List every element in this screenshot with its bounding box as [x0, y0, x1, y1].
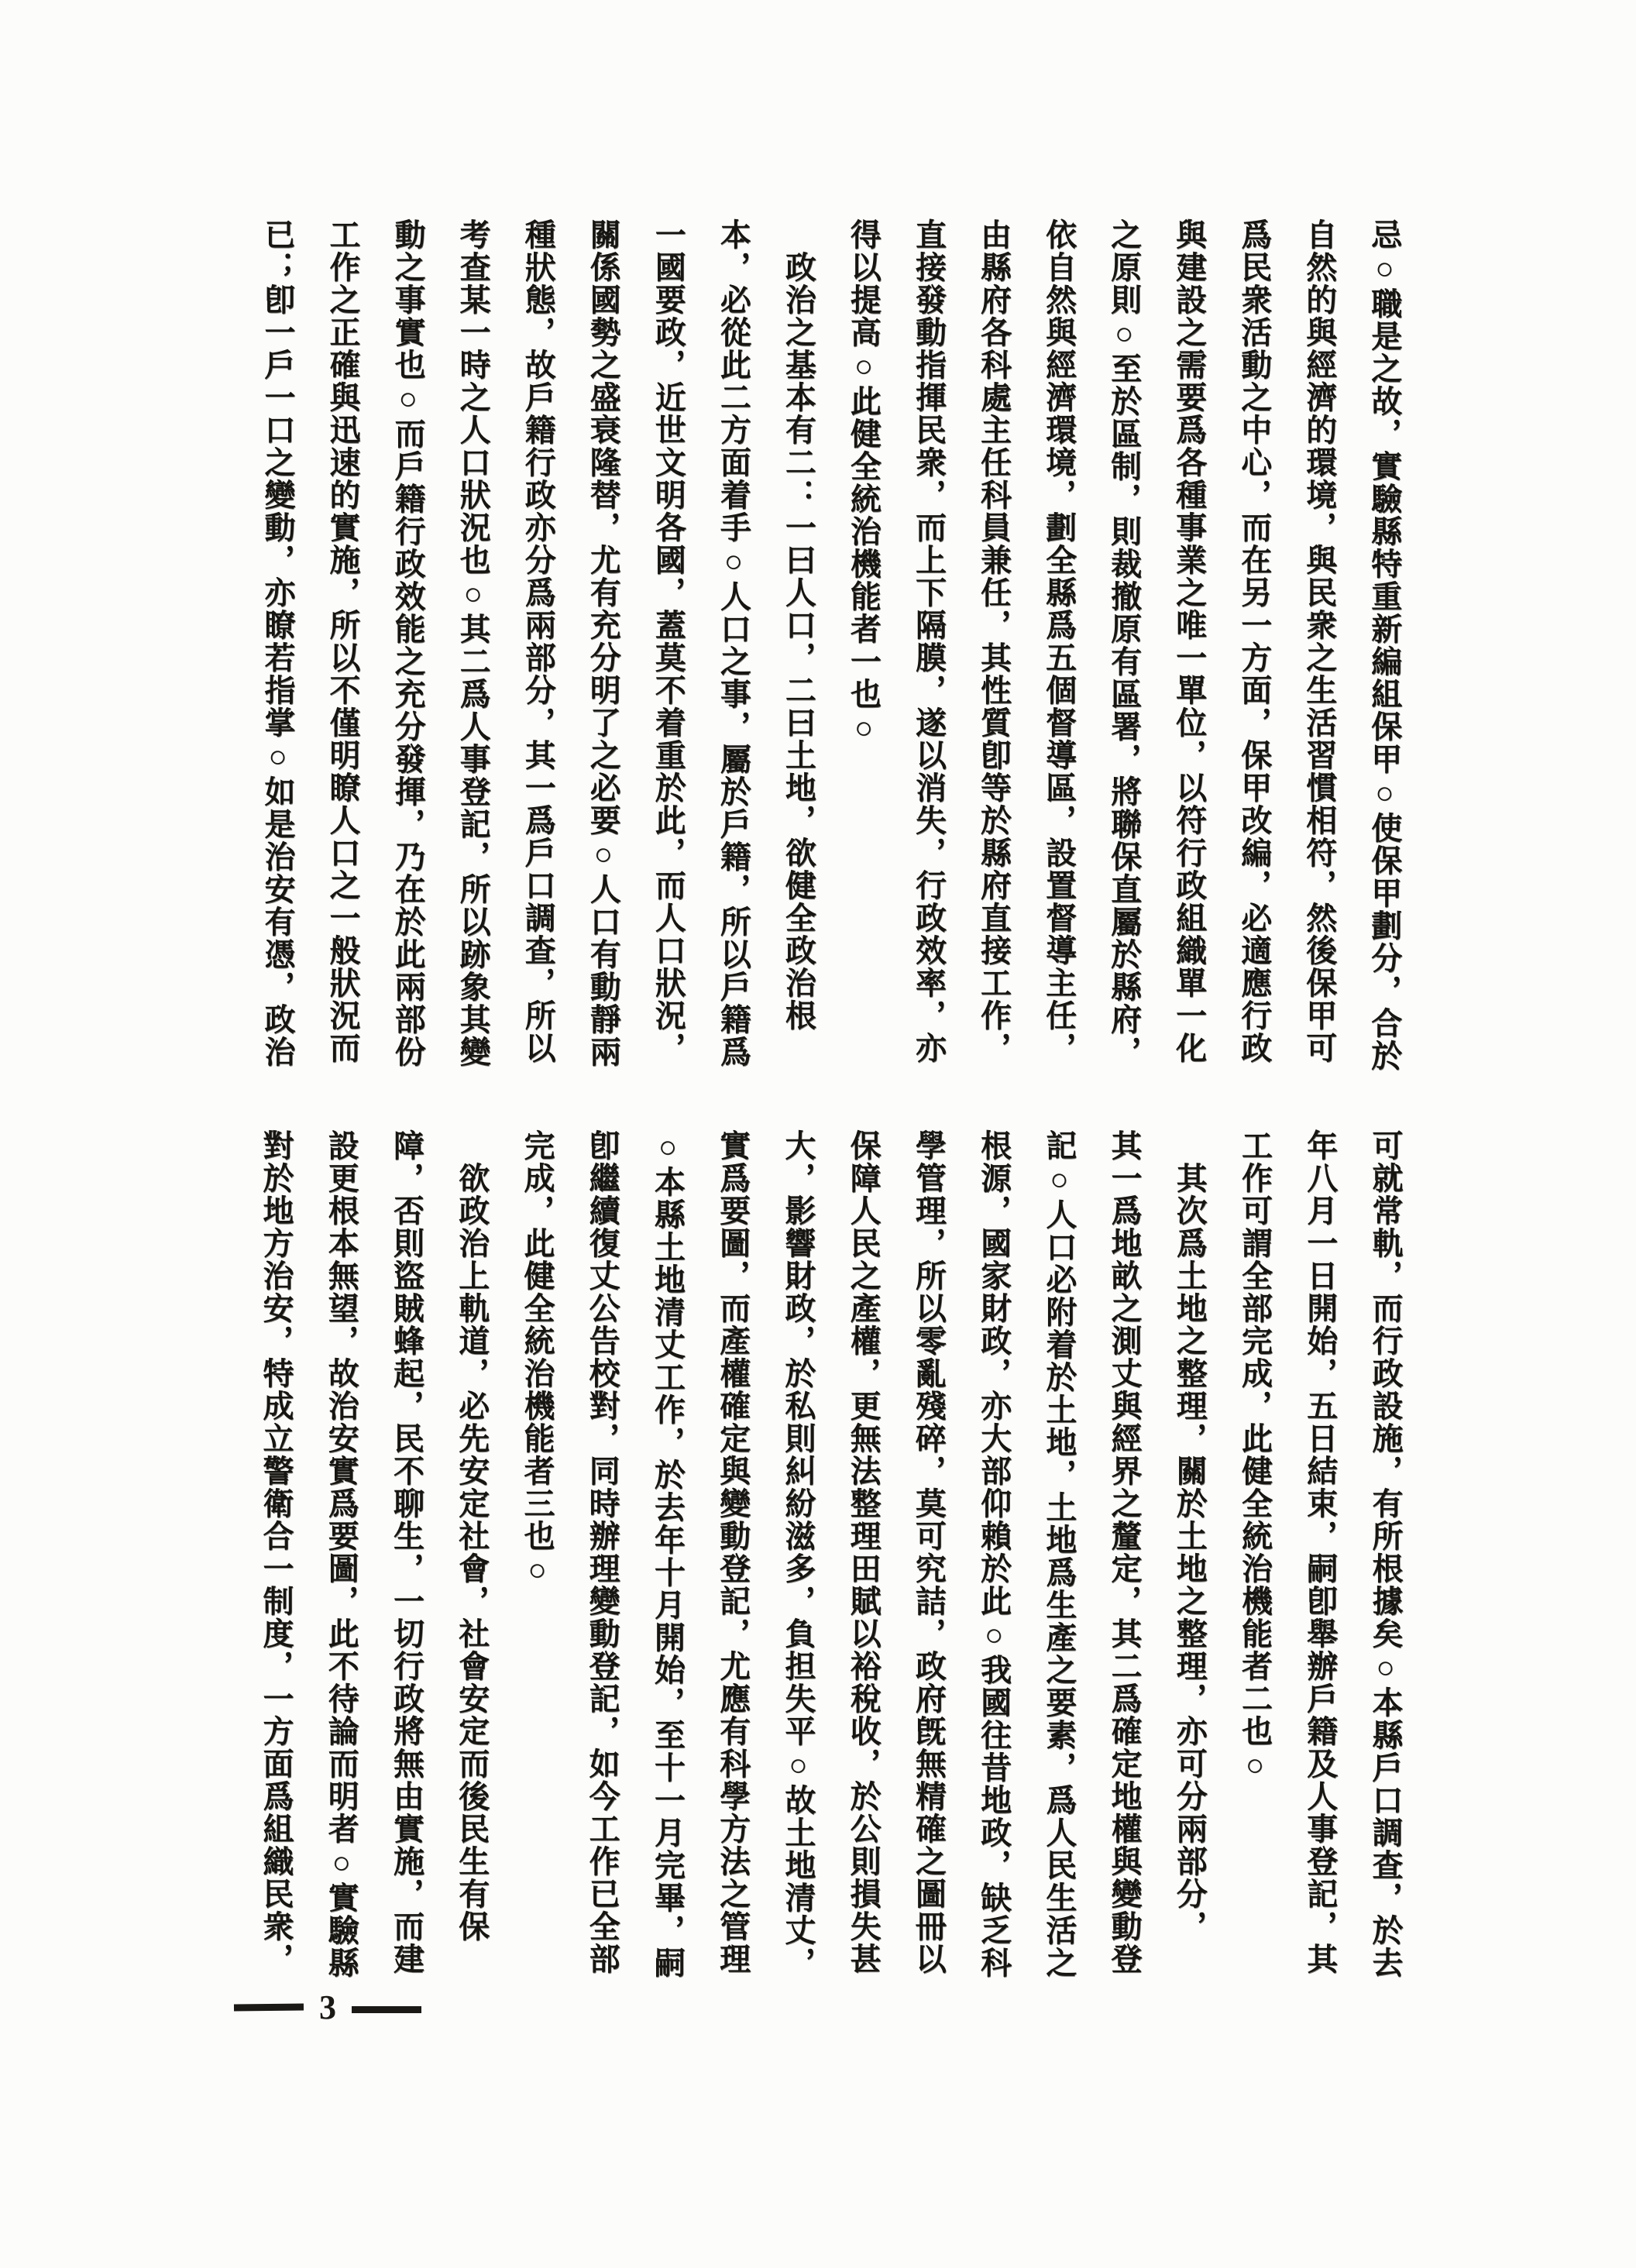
text-column: 已；卽一戶一口之變動，亦瞭若指掌○如是治安有憑，政治 — [260, 218, 295, 1068]
text-column: 卽繼續復丈公告校對，同時辦理變動登記，如今工作已全部 — [585, 1129, 620, 1975]
text-column: 之原則○至於區制，則裁撤原有區署，將聯保直屬於縣府， — [1106, 218, 1142, 1068]
text-column: 政治之基本有二：一曰人口，二曰土地，欲健全政治根 — [781, 251, 816, 1032]
text-column: 直接發動指揮民衆，而上下隔膜，遂以消失，行政效率，亦 — [911, 218, 947, 1064]
text-column: 實爲要圖，而產權確定與變動登記，尤應有科學方法之管理 — [715, 1129, 751, 1975]
text-column: 大，影響財政，於私則糾紛滋多，負担失平○故土地清丈， — [780, 1129, 816, 1979]
text-column: 其一爲地畝之測丈與經界之釐定，其二爲確定地權與變動登 — [1107, 1129, 1143, 1975]
text-column: 障，否則盜賊蜂起，民不聊生，一切行政將無由實施，而建 — [389, 1129, 424, 1975]
text-column: 記○人口必附着於土地，土地爲生產之要素，爲人民生活之 — [1041, 1129, 1077, 1979]
text-column: 設更根本無望，故治安實爲要圖，此不待論而明者○實驗縣 — [324, 1129, 359, 1979]
text-column: ○本縣土地清丈工作，於去年十月開始，至十一月完畢，嗣 — [650, 1129, 686, 1979]
bottom-text-block — [258, 1129, 1403, 1981]
text-column: 其次爲土地之整理，關於土地之整理，亦可分兩部分， — [1172, 1162, 1208, 1943]
text-column: 種狀態，故戶籍行政亦分爲兩部分，其一爲戶口調查，所以 — [521, 218, 556, 1064]
text-column: 對於地方治安，特成立警衛合一制度，一方面爲組織民衆， — [259, 1129, 294, 1975]
text-column: 欲政治上軌道，必先安定社會，社會安定而後民生有保 — [454, 1162, 490, 1943]
text-column: 可就常軌，而行政設施，有所根據矣○本縣戶口調查，於去 — [1367, 1129, 1403, 1979]
text-column: 保障人民之產權，更無法整理田賦以裕稅收，於公則損失甚 — [846, 1129, 882, 1975]
text-column: 年八月一日開始，五日結束，嗣卽舉辦戶籍及人事登記，其 — [1302, 1129, 1338, 1975]
page-number-footer — [234, 1988, 421, 2026]
text-column: 由縣府各科處主任科員兼任，其性質卽等於縣府直接工作， — [976, 218, 1012, 1064]
text-column: 考查某一時之人口狀況也○其二爲人事登記，所以跡象其變 — [455, 218, 491, 1068]
text-column: 與建設之需要爲各種事業之唯一單位，以符行政組織單一化 — [1171, 218, 1207, 1064]
text-column: 完成，此健全統治機能者三也○ — [519, 1129, 555, 1589]
text-column: 本，必從此二方面着手○人口之事，屬於戶籍，所以戶籍爲 — [716, 218, 751, 1068]
text-column: 動之事實也○而戶籍行政效能之充分發揮，乃在於此兩部份 — [390, 218, 426, 1068]
top-text-block — [259, 218, 1402, 1072]
text-column: 自然的與經濟的環境，與民衆之生活習慣相符，然後保甲可 — [1301, 218, 1337, 1064]
footer-rule-left — [234, 2003, 304, 2011]
text-column: 工作可謂全部完成，此健全統治機能者二也○ — [1237, 1129, 1273, 1784]
text-column: 學管理，所以零亂殘碎，莫可究詰，政府旣無精確之圖冊以 — [911, 1129, 947, 1975]
text-column: 關係國勢之盛衰隆替，尤有充分明了之必要○人口有動靜兩 — [586, 218, 621, 1068]
text-column: 根源，國家財政，亦大部仰賴於此○我國往昔地政，缺乏科 — [976, 1129, 1012, 1979]
page-number: 3 — [319, 1988, 336, 2026]
text-column: 爲民衆活動之中心，而在另一方面，保甲改編，必適應行政 — [1236, 218, 1272, 1064]
text-column: 一國要政，近世文明各國，蓋莫不着重於此，而人口狀況， — [651, 218, 686, 1064]
footer-rule-right — [352, 2006, 421, 2013]
text-column: 工作之正確與迅速的實施，所以不僅明瞭人口之一般狀況而 — [325, 218, 361, 1064]
text-column: 得以提高○此健全統治機能者一也○ — [846, 218, 882, 747]
text-column: 依自然與經濟環境，劃全縣爲五個督導區，設置督導主任， — [1041, 218, 1077, 1064]
text-column: 忌○職是之故，實驗縣特重新編組保甲○使保甲劃分，合於 — [1366, 218, 1402, 1072]
